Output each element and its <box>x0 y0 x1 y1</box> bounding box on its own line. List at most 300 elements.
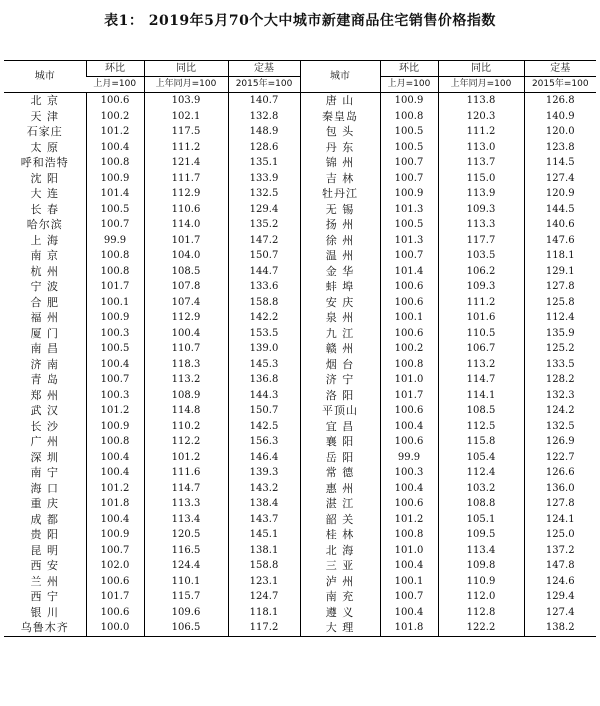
yoy-index-cell: 111.2 <box>438 124 524 140</box>
table-row <box>4 109 596 125</box>
table-row <box>4 341 596 357</box>
table-body <box>4 93 596 637</box>
mom-index-cell: 100.7 <box>380 171 438 187</box>
mom-index-cell: 101.2 <box>380 512 438 528</box>
mom-index-cell: 100.5 <box>86 202 144 218</box>
base-index-cell: 124.1 <box>524 512 596 528</box>
mom-index-cell: 100.4 <box>86 465 144 481</box>
base-index-cell: 144.5 <box>524 202 596 218</box>
base-index-cell: 127.8 <box>524 496 596 512</box>
table-row <box>4 140 596 156</box>
yoy-index-cell: 116.5 <box>144 543 228 559</box>
city-name-cell: 扬 州 <box>300 217 380 233</box>
city-name-cell: 济 南 <box>30 357 59 371</box>
table-row <box>4 450 596 466</box>
base-index-cell: 146.4 <box>228 450 300 466</box>
base-index-cell: 129.4 <box>524 589 596 605</box>
mom-index-cell: 100.7 <box>380 248 438 264</box>
yoy-index-cell: 112.2 <box>144 434 228 450</box>
mom-index-cell: 100.7 <box>86 372 144 388</box>
base-index-cell: 118.1 <box>524 248 596 264</box>
mom-index-cell: 100.2 <box>86 109 144 125</box>
yoy-index-cell: 113.3 <box>438 217 524 233</box>
city-name-cell: 西 宁 <box>30 590 59 604</box>
base-index-cell: 125.2 <box>524 341 596 357</box>
yoy-index-cell: 110.7 <box>144 341 228 357</box>
mom-index-cell: 101.2 <box>86 124 144 140</box>
table-row <box>4 465 596 481</box>
yoy-index-cell: 106.7 <box>438 341 524 357</box>
mom-index-cell: 100.5 <box>380 140 438 156</box>
table-row <box>4 527 596 543</box>
city-name-cell: 无 锡 <box>300 202 380 218</box>
yoy-index-cell: 113.7 <box>438 155 524 171</box>
city-name-cell: 九 江 <box>300 326 380 342</box>
base-index-cell: 138.1 <box>228 543 300 559</box>
city-name-cell: 天 津 <box>30 109 59 123</box>
city-name-cell: 岳 阳 <box>300 450 380 466</box>
table-row <box>4 605 596 621</box>
yoy-index-cell: 109.6 <box>144 605 228 621</box>
base-index-cell: 127.4 <box>524 605 596 621</box>
table-row <box>4 620 596 636</box>
mom-index-cell: 100.8 <box>380 527 438 543</box>
mom-index-cell: 100.9 <box>86 310 144 326</box>
base-index-cell: 133.5 <box>524 357 596 373</box>
mom-index-cell: 100.1 <box>86 295 144 311</box>
base-index-cell: 123.8 <box>524 140 596 156</box>
mom-index-cell: 100.6 <box>380 279 438 295</box>
city-name-cell: 北 海 <box>300 543 380 559</box>
yoy-index-cell: 114.7 <box>144 481 228 497</box>
mom-index-cell: 101.3 <box>380 233 438 249</box>
mom-index-cell: 101.2 <box>86 403 144 419</box>
city-name-cell: 石家庄 <box>26 125 63 139</box>
mom-index-cell: 100.7 <box>86 217 144 233</box>
city-name-cell: 洛 阳 <box>300 388 380 404</box>
city-name-cell: 锦 州 <box>300 155 380 171</box>
mom-index-cell: 101.4 <box>86 186 144 202</box>
yoy-index-cell: 100.4 <box>144 326 228 342</box>
base-index-cell: 145.1 <box>228 527 300 543</box>
base-index-cell: 127.4 <box>524 171 596 187</box>
table-row <box>4 589 596 605</box>
city-name-cell: 吉 林 <box>300 171 380 187</box>
yoy-index-cell: 108.5 <box>144 264 228 280</box>
price-index-table <box>4 60 596 637</box>
table-row <box>4 543 596 559</box>
mom-index-cell: 101.8 <box>380 620 438 636</box>
city-name-cell: 成 都 <box>30 512 59 526</box>
mom-index-cell: 100.4 <box>86 450 144 466</box>
mom-index-cell: 101.0 <box>380 543 438 559</box>
header-base-left: 定基 <box>228 61 300 77</box>
city-name-cell: 泉 州 <box>300 310 380 326</box>
yoy-index-cell: 109.8 <box>438 558 524 574</box>
city-name-cell: 三 亚 <box>300 558 380 574</box>
base-index-cell: 127.8 <box>524 279 596 295</box>
table-row <box>4 93 596 109</box>
yoy-index-cell: 109.3 <box>438 279 524 295</box>
base-index-cell: 140.7 <box>228 93 300 109</box>
city-name-cell: 厦 门 <box>30 326 59 340</box>
mom-index-cell: 100.3 <box>380 465 438 481</box>
mom-index-cell: 100.9 <box>380 186 438 202</box>
city-name-cell: 烟 台 <box>300 357 380 373</box>
mom-index-cell: 100.5 <box>380 217 438 233</box>
mom-index-cell: 100.3 <box>86 326 144 342</box>
yoy-index-cell: 113.0 <box>438 140 524 156</box>
yoy-index-cell: 101.2 <box>144 450 228 466</box>
mom-index-cell: 100.6 <box>380 326 438 342</box>
mom-index-cell: 100.8 <box>380 109 438 125</box>
header-sub-mom-left: 上月=100 <box>86 77 144 93</box>
city-name-cell: 遵 义 <box>300 605 380 621</box>
mom-index-cell: 100.6 <box>86 605 144 621</box>
base-index-cell: 129.4 <box>228 202 300 218</box>
city-name-cell: 徐 州 <box>300 233 380 249</box>
yoy-index-cell: 124.4 <box>144 558 228 574</box>
table-row <box>4 202 596 218</box>
mom-index-cell: 101.7 <box>380 388 438 404</box>
city-name-cell: 贵 阳 <box>30 528 59 542</box>
mom-index-cell: 100.6 <box>380 403 438 419</box>
city-name-cell: 金 华 <box>300 264 380 280</box>
yoy-index-cell: 102.1 <box>144 109 228 125</box>
mom-index-cell: 100.6 <box>86 574 144 590</box>
base-index-cell: 140.6 <box>524 217 596 233</box>
city-name-cell: 呼和浩特 <box>20 156 69 170</box>
mom-index-cell: 100.5 <box>86 341 144 357</box>
city-name-cell: 大 连 <box>30 187 59 201</box>
mom-index-cell: 101.7 <box>86 279 144 295</box>
header-sub-yoy-right: 上年同月=100 <box>438 77 524 93</box>
base-index-cell: 140.9 <box>524 109 596 125</box>
base-index-cell: 114.5 <box>524 155 596 171</box>
city-name-cell: 包 头 <box>300 124 380 140</box>
mom-index-cell: 100.4 <box>86 357 144 373</box>
mom-index-cell: 100.3 <box>86 388 144 404</box>
yoy-index-cell: 109.5 <box>438 527 524 543</box>
base-index-cell: 122.7 <box>524 450 596 466</box>
table-row <box>4 481 596 497</box>
city-name-cell: 深 圳 <box>30 450 59 464</box>
header-sub-base-left: 2015年=100 <box>228 77 300 93</box>
table-row <box>4 434 596 450</box>
yoy-index-cell: 114.8 <box>144 403 228 419</box>
table-row <box>4 248 596 264</box>
header-yoy-right: 同比 <box>438 61 524 77</box>
city-name-cell: 西 安 <box>30 559 59 573</box>
table-row <box>4 372 596 388</box>
city-name-cell: 重 庆 <box>30 497 59 511</box>
mom-index-cell: 102.0 <box>86 558 144 574</box>
yoy-index-cell: 114.0 <box>144 217 228 233</box>
yoy-index-cell: 110.6 <box>144 202 228 218</box>
city-name-cell: 惠 州 <box>300 481 380 497</box>
mom-index-cell: 100.6 <box>380 496 438 512</box>
base-index-cell: 143.7 <box>228 512 300 528</box>
yoy-index-cell: 101.7 <box>144 233 228 249</box>
base-index-cell: 148.9 <box>228 124 300 140</box>
yoy-index-cell: 105.1 <box>438 512 524 528</box>
city-name-cell: 南 昌 <box>30 342 59 356</box>
city-name-cell: 泸 州 <box>300 574 380 590</box>
city-name-cell: 武 汉 <box>30 404 59 418</box>
base-index-cell: 132.5 <box>524 419 596 435</box>
base-index-cell: 143.2 <box>228 481 300 497</box>
base-index-cell: 132.5 <box>228 186 300 202</box>
table-row <box>4 217 596 233</box>
mom-index-cell: 101.4 <box>380 264 438 280</box>
header-sub-base-right: 2015年=100 <box>524 77 596 93</box>
mom-index-cell: 100.8 <box>86 434 144 450</box>
mom-index-cell: 100.9 <box>86 527 144 543</box>
city-name-cell: 青 岛 <box>30 373 59 387</box>
mom-index-cell: 100.6 <box>86 93 144 109</box>
mom-index-cell: 100.9 <box>86 419 144 435</box>
yoy-index-cell: 113.4 <box>144 512 228 528</box>
mom-index-cell: 100.1 <box>380 574 438 590</box>
base-index-cell: 158.8 <box>228 295 300 311</box>
yoy-index-cell: 112.4 <box>438 465 524 481</box>
base-index-cell: 129.1 <box>524 264 596 280</box>
city-name-cell: 福 州 <box>30 311 59 325</box>
yoy-index-cell: 108.8 <box>438 496 524 512</box>
city-name-cell: 秦皇岛 <box>300 109 380 125</box>
base-index-cell: 150.7 <box>228 403 300 419</box>
base-index-cell: 120.0 <box>524 124 596 140</box>
yoy-index-cell: 103.2 <box>438 481 524 497</box>
base-index-cell: 138.4 <box>228 496 300 512</box>
city-name-cell: 兰 州 <box>30 574 59 588</box>
base-index-cell: 142.5 <box>228 419 300 435</box>
yoy-index-cell: 105.4 <box>438 450 524 466</box>
mom-index-cell: 100.1 <box>380 310 438 326</box>
yoy-index-cell: 108.5 <box>438 403 524 419</box>
table-row <box>4 496 596 512</box>
base-index-cell: 126.9 <box>524 434 596 450</box>
city-name-cell: 大 理 <box>300 620 380 636</box>
city-name-cell: 哈尔滨 <box>26 218 63 232</box>
city-name-cell: 上 海 <box>30 233 59 247</box>
table-row <box>4 171 596 187</box>
yoy-index-cell: 117.5 <box>144 124 228 140</box>
city-name-cell: 宁 波 <box>30 280 59 294</box>
yoy-index-cell: 112.9 <box>144 186 228 202</box>
yoy-index-cell: 111.2 <box>438 295 524 311</box>
yoy-index-cell: 118.3 <box>144 357 228 373</box>
base-index-cell: 124.6 <box>524 574 596 590</box>
city-name-cell: 太 原 <box>30 140 59 154</box>
city-name-cell: 郑 州 <box>30 388 59 402</box>
yoy-index-cell: 110.9 <box>438 574 524 590</box>
yoy-index-cell: 115.0 <box>438 171 524 187</box>
city-name-cell: 北 京 <box>30 94 59 108</box>
table-row <box>4 233 596 249</box>
city-name-cell: 海 口 <box>30 481 59 495</box>
header-sub-yoy-left: 上年同月=100 <box>144 77 228 93</box>
mom-index-cell: 100.7 <box>86 543 144 559</box>
yoy-index-cell: 104.0 <box>144 248 228 264</box>
base-index-cell: 147.6 <box>524 233 596 249</box>
base-index-cell: 153.5 <box>228 326 300 342</box>
yoy-index-cell: 111.6 <box>144 465 228 481</box>
mom-index-cell: 100.9 <box>86 171 144 187</box>
city-name-cell: 南 京 <box>30 249 59 263</box>
yoy-index-cell: 115.7 <box>144 589 228 605</box>
mom-index-cell: 100.5 <box>380 124 438 140</box>
yoy-index-cell: 108.9 <box>144 388 228 404</box>
yoy-index-cell: 101.6 <box>438 310 524 326</box>
base-index-cell: 112.4 <box>524 310 596 326</box>
city-name-cell: 赣 州 <box>300 341 380 357</box>
mom-index-cell: 100.4 <box>380 558 438 574</box>
mom-index-cell: 100.7 <box>380 589 438 605</box>
table-row <box>4 512 596 528</box>
mom-index-cell: 100.4 <box>380 419 438 435</box>
table-row <box>4 279 596 295</box>
yoy-index-cell: 107.4 <box>144 295 228 311</box>
city-name-cell: 杭 州 <box>30 264 59 278</box>
yoy-index-cell: 112.8 <box>438 605 524 621</box>
yoy-index-cell: 110.2 <box>144 419 228 435</box>
header-base-right: 定基 <box>524 61 596 77</box>
mom-index-cell: 100.4 <box>86 512 144 528</box>
yoy-index-cell: 113.4 <box>438 543 524 559</box>
city-name-cell: 蚌 埠 <box>300 279 380 295</box>
header-city-right: 城市 <box>300 61 380 93</box>
city-name-cell: 乌鲁木齐 <box>4 620 86 636</box>
base-index-cell: 138.2 <box>524 620 596 636</box>
city-name-cell: 银 川 <box>30 605 59 619</box>
base-index-cell: 156.3 <box>228 434 300 450</box>
base-index-cell: 150.7 <box>228 248 300 264</box>
yoy-index-cell: 114.1 <box>438 388 524 404</box>
yoy-index-cell: 113.9 <box>438 186 524 202</box>
base-index-cell: 139.3 <box>228 465 300 481</box>
yoy-index-cell: 107.8 <box>144 279 228 295</box>
base-index-cell: 144.7 <box>228 264 300 280</box>
yoy-index-cell: 114.7 <box>438 372 524 388</box>
base-index-cell: 145.3 <box>228 357 300 373</box>
city-name-cell: 襄 阳 <box>300 434 380 450</box>
mom-index-cell: 101.8 <box>86 496 144 512</box>
yoy-index-cell: 106.5 <box>144 620 228 636</box>
base-index-cell: 126.8 <box>524 93 596 109</box>
yoy-index-cell: 120.3 <box>438 109 524 125</box>
base-index-cell: 135.1 <box>228 155 300 171</box>
city-name-cell: 丹 东 <box>300 140 380 156</box>
mom-index-cell: 101.2 <box>86 481 144 497</box>
city-name-cell: 唐 山 <box>300 93 380 109</box>
yoy-index-cell: 110.1 <box>144 574 228 590</box>
table-row <box>4 264 596 280</box>
table-row <box>4 357 596 373</box>
base-index-cell: 132.8 <box>228 109 300 125</box>
mom-index-cell: 99.9 <box>86 233 144 249</box>
mom-index-cell: 100.6 <box>380 295 438 311</box>
mom-index-cell: 100.9 <box>380 93 438 109</box>
base-index-cell: 137.2 <box>524 543 596 559</box>
base-index-cell: 136.8 <box>228 372 300 388</box>
base-index-cell: 117.2 <box>228 620 300 636</box>
city-name-cell: 长 春 <box>30 202 59 216</box>
base-index-cell: 135.2 <box>228 217 300 233</box>
yoy-index-cell: 117.7 <box>438 233 524 249</box>
table-row <box>4 310 596 326</box>
city-name-cell: 昆 明 <box>30 543 59 557</box>
base-index-cell: 144.3 <box>228 388 300 404</box>
mom-index-cell: 100.4 <box>380 481 438 497</box>
base-index-cell: 128.6 <box>228 140 300 156</box>
base-index-cell: 132.3 <box>524 388 596 404</box>
mom-index-cell: 100.8 <box>86 264 144 280</box>
base-index-cell: 135.9 <box>524 326 596 342</box>
city-name-cell: 温 州 <box>300 248 380 264</box>
base-index-cell: 158.8 <box>228 558 300 574</box>
header-mom-left: 环比 <box>86 61 144 77</box>
yoy-index-cell: 113.8 <box>438 93 524 109</box>
base-index-cell: 123.1 <box>228 574 300 590</box>
mom-index-cell: 101.7 <box>86 589 144 605</box>
header-city-left: 城市 <box>4 61 86 93</box>
yoy-index-cell: 112.9 <box>144 310 228 326</box>
city-name-cell: 牡丹江 <box>300 186 380 202</box>
header-yoy-left: 同比 <box>144 61 228 77</box>
base-index-cell: 120.9 <box>524 186 596 202</box>
yoy-index-cell: 111.7 <box>144 171 228 187</box>
city-name-cell: 南 充 <box>300 589 380 605</box>
yoy-index-cell: 113.2 <box>438 357 524 373</box>
yoy-index-cell: 106.2 <box>438 264 524 280</box>
yoy-index-cell: 111.2 <box>144 140 228 156</box>
table-row <box>4 388 596 404</box>
yoy-index-cell: 112.0 <box>438 589 524 605</box>
table-row <box>4 295 596 311</box>
yoy-index-cell: 110.5 <box>438 326 524 342</box>
mom-index-cell: 100.4 <box>86 140 144 156</box>
base-index-cell: 133.6 <box>228 279 300 295</box>
yoy-index-cell: 122.2 <box>438 620 524 636</box>
city-name-cell: 常 德 <box>300 465 380 481</box>
base-index-cell: 147.8 <box>524 558 596 574</box>
mom-index-cell: 100.0 <box>86 620 144 636</box>
yoy-index-cell: 113.2 <box>144 372 228 388</box>
table-row <box>4 124 596 140</box>
mom-index-cell: 100.8 <box>86 248 144 264</box>
header-row-groups <box>4 61 596 77</box>
table-row <box>4 574 596 590</box>
city-name-cell: 济 宁 <box>300 372 380 388</box>
mom-index-cell: 101.0 <box>380 372 438 388</box>
city-name-cell: 沈 阳 <box>30 171 59 185</box>
base-index-cell: 125.8 <box>524 295 596 311</box>
base-index-cell: 139.0 <box>228 341 300 357</box>
mom-index-cell: 100.2 <box>380 341 438 357</box>
mom-index-cell: 101.3 <box>380 202 438 218</box>
base-index-cell: 118.1 <box>228 605 300 621</box>
mom-index-cell: 100.4 <box>380 605 438 621</box>
city-name-cell: 安 庆 <box>300 295 380 311</box>
city-name-cell: 湛 江 <box>300 496 380 512</box>
table-row <box>4 155 596 171</box>
mom-index-cell: 100.6 <box>380 434 438 450</box>
city-name-cell: 长 沙 <box>30 419 59 433</box>
base-index-cell: 142.2 <box>228 310 300 326</box>
yoy-index-cell: 120.5 <box>144 527 228 543</box>
table-row <box>4 419 596 435</box>
